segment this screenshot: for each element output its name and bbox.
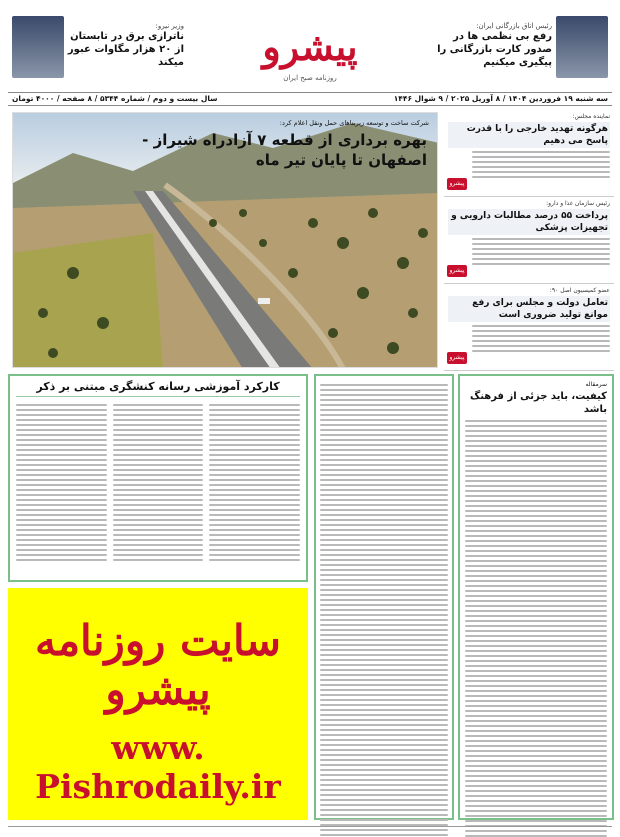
website-promo[interactable] [8,588,308,820]
article-title: کارکرد آموزشی رسانه کنشگری مبتنی بر ذکر [16,376,300,397]
issue-price: سال بیست و دوم / شماره ۵۳۴۴ / ۸ صفحه / ۴۰۰۰ تومان [12,94,218,103]
story-kicker: عضو کمیسیون اصل ۹۰: [549,287,610,294]
article-column [16,401,107,564]
article-body [465,420,607,837]
editorial-kicker: سرمقاله [585,381,607,388]
article-media-education[interactable] [8,374,308,582]
teaser-kicker: رئیس اتاق بازرگانی ایران: [476,22,552,30]
story-body [448,151,610,178]
teaser-kicker: وزیر نیرو: [155,22,184,30]
newspaper-tagline: روزنامه صبح ایران [283,74,337,82]
editorial-title: کیفیت، باید جزئی از فرهنگ باشد [469,391,607,415]
article-column [209,401,300,564]
story-headline: تعامل دولت و مجلس برای رفع موانع تولید ضروری است [448,296,610,322]
hero-photo[interactable] [12,112,438,368]
teaser-energy-minister[interactable] [8,8,188,88]
article-body [10,397,306,568]
newspaper-logo-small: پیشرو [447,178,467,190]
issue-info-bar [8,92,612,106]
article-continued[interactable] [314,374,454,820]
newspaper-logo-small: پیشرو [447,265,467,277]
article-column [113,401,204,564]
hero-headline[interactable]: بهره برداری از قطعه ۷ آزادراه شیراز - اصفهان تا پایان تیر ماه [142,131,427,169]
teaser-headline: ناترازی برق در تابستان از ۲۰ هزار مگاوات عبور میکند [67,31,184,68]
story-kicker: رئیس سازمان غذا و دارو: [546,200,610,207]
sidebar-story[interactable] [444,197,614,284]
promo-url[interactable]: www. Pishrodaily.ir [35,728,281,806]
promo-title: سایت روزنامه پیشرو [35,616,281,714]
teaser-headline: رفع بی نظمی ها در صدور کارت بازرگانی را پیگیری میکنیم [437,31,552,68]
masthead [0,0,620,92]
article-body [320,384,448,837]
issue-date: سه شنبه ۱۹ فروردین ۱۴۰۴ / ۸ آوریل ۲۰۲۵ / ۹ شوال ۱۴۴۶ [393,94,608,103]
hero-kicker: شرکت ساخت و توسعه زیربناهای حمل ونقل اعلام کرد: [279,119,429,127]
sidebar-story[interactable] [444,284,614,371]
story-body [448,238,610,265]
sidebar-news [444,110,614,372]
footer-divider [8,826,612,827]
story-kicker: نماینده مجلس: [572,113,610,120]
story-headline: هرگونه تهدید خارجی را با قدرت پاسخ می دهیم [448,122,610,148]
story-body [448,325,610,352]
sidebar-story[interactable] [444,110,614,197]
article-editorial[interactable] [458,374,614,820]
story-headline: پرداخت ۵۵ درصد مطالبات دارویی و تجهیزات پزشکی [448,209,610,235]
newspaper-logo-small: پیشرو [447,352,467,364]
chamber-head-photo [556,16,608,78]
newspaper-logo[interactable]: پیشرو [262,24,358,69]
minister-photo [12,16,64,78]
teaser-chamber-head[interactable] [432,8,612,88]
